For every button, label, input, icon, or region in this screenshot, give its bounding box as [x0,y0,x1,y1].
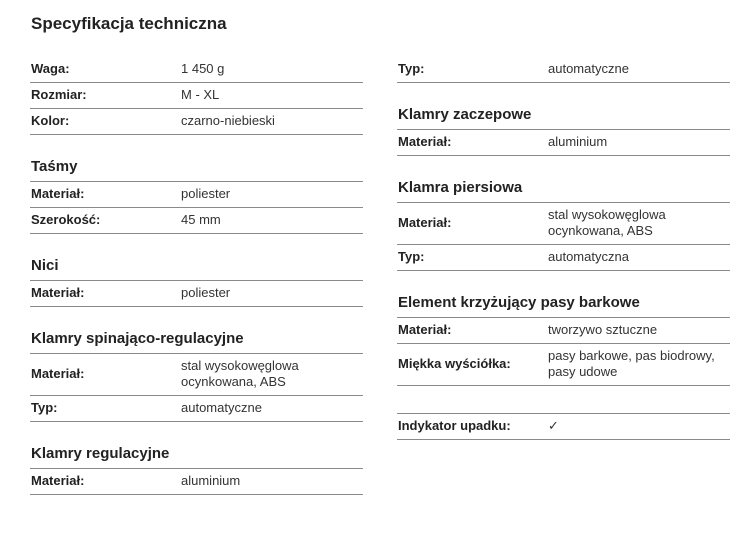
section-title-element-krzyzujacy: Element krzyżujący pasy barkowe [398,294,640,311]
spec-label: Typ: [398,249,425,264]
spec-table-klamra-piersiowa [397,202,730,271]
spec-label: Materiał: [31,285,85,300]
spec-table-indykator [397,413,730,440]
spec-label: Waga: [31,61,70,76]
spec-value: automatyczna [548,249,629,264]
spec-row [397,245,730,271]
page-title: Specyfikacja techniczna [31,14,227,33]
spec-column-right [397,57,730,440]
spec-row [397,203,730,245]
spec-value: pasy barkowe, pas biodrowy, pasy udowe [548,348,715,379]
spec-table-klamry-spinajaco [30,353,363,422]
spec-value: M - XL [181,87,220,102]
spec-row [30,281,363,307]
check-icon: ✓ [548,418,559,433]
spec-value: 1 450 g [181,61,225,76]
spec-value: stal wysokowęglowa ocynkowana, ABS [548,207,666,238]
section-title-tasmy: Taśmy [31,158,78,175]
spec-label: Kolor: [31,113,70,128]
spec-row [397,57,730,83]
spec-row-size [30,83,363,109]
spec-label: Materiał: [398,215,452,230]
spec-label: Materiał: [31,186,85,201]
spec-table-right-top [397,57,730,83]
spec-table-klamry-regulacyjne [30,468,363,495]
spec-value: automatyczne [548,61,629,76]
spec-value: automatyczne [181,400,262,415]
spec-row [30,182,363,208]
spec-label: Szerokość: [31,212,101,227]
spec-value: aluminium [181,473,241,488]
spec-value: stal wysokowęglowa ocynkowana, ABS [181,358,299,389]
spec-row [397,344,730,386]
spec-table-klamry-zaczepowe [397,129,730,156]
spec-label: Miękka wyściółka: [398,356,511,371]
section-title-klamry-zaczepowe: Klamry zaczepowe [398,106,532,123]
spec-label: Materiał: [398,322,452,337]
spec-row-color [30,109,363,135]
spec-row [30,396,363,422]
spec-table-general [30,57,363,135]
spec-column-left [30,57,363,495]
spec-value: czarno-niebieski [181,113,275,128]
spec-table-nici [30,280,363,307]
spec-value: poliester [181,186,231,201]
spec-label: Materiał: [31,473,85,488]
spec-table-tasmy [30,181,363,234]
section-title-klamra-piersiowa: Klamra piersiowa [398,179,523,196]
spec-value: poliester [181,285,231,300]
spec-label: Typ: [31,400,58,415]
spec-value: tworzywo sztuczne [548,322,658,337]
spec-label: Materiał: [31,366,85,381]
spec-row [397,130,730,156]
spec-row [30,208,363,234]
section-title-klamry-spinajaco: Klamry spinająco-regulacyjne [31,330,244,347]
spec-row [397,318,730,344]
spec-row [30,354,363,396]
spec-label: Rozmiar: [31,87,87,102]
section-title-nici: Nici [31,257,59,274]
spec-label: Typ: [398,61,425,76]
spec-label: Indykator upadku: [398,418,511,433]
spec-row [30,469,363,495]
spec-value: aluminium [548,134,608,149]
spec-value: 45 mm [181,212,221,227]
spec-row [397,414,730,440]
spec-label: Materiał: [398,134,452,149]
section-title-klamry-regulacyjne: Klamry regulacyjne [31,445,170,462]
spec-table-element-krzyzujacy [397,317,730,386]
spec-row-weight [30,57,363,83]
